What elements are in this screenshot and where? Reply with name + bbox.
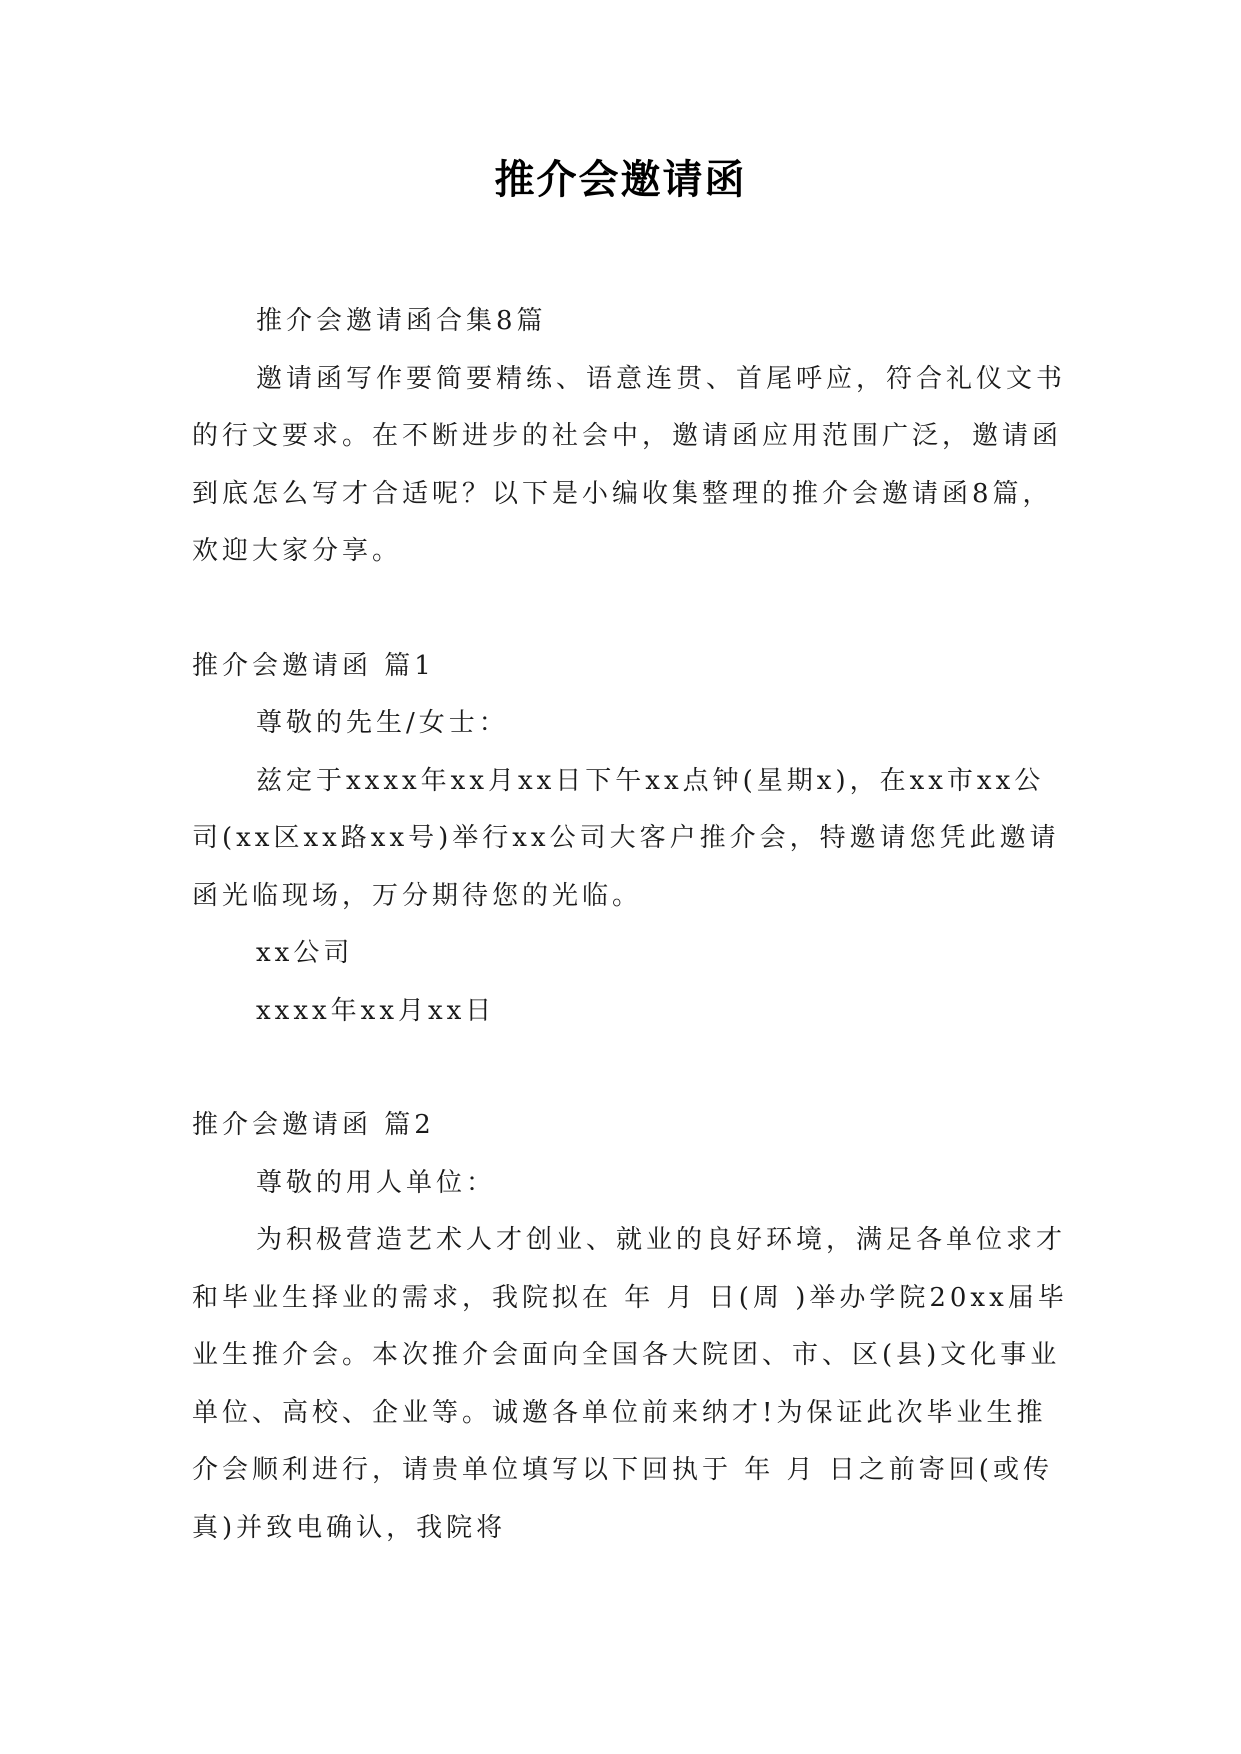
intro-paragraph: 邀请函写作要简要精练、语意连贯、首尾呼应，符合礼仪文书的行文要求。在不断进步的社会中，邀请函应用范围广泛，邀请函到底怎么写才合适呢？以下是小编收集整理的推介会邀请函8篇，欢迎大家分享。 [192,363,1067,566]
section1-salutation: 尊敬的先生/女士： [256,708,509,738]
section1-signature: xx公司 [256,938,354,968]
document-title: 推介会邀请函 [494,156,747,203]
section2-salutation: 尊敬的用人单位： [256,1167,497,1198]
section1-heading: 推介会邀请函 篇1 [192,650,435,681]
section2-body: 为积极营造艺术人才创业、就业的良好环境，满足各单位求才和毕业生择业的需求，我院拟在 年 月 日(周 )举办学院20xx届毕业生推介会。本次推介会面向全国各大院团、市、区(县)文化事业单位、高校、企业等。诚邀各单位前来纳才!为保证此次毕业生推介会顺利进行，请贵单位填写以下回执于 年 月 日之前寄回(或传真)并致电确认，我院将 [192,1225,1068,1543]
section1-date: xxxx年xx月xx日 [256,995,496,1026]
intro-subtitle: 推介会邀请函合集8篇 [256,306,547,336]
section2-heading: 推介会邀请函 篇2 [192,1110,435,1140]
section1-body: 兹定于xxxx年xx月xx日下午xx点钟(星期x)，在xx市xx公司(xx区xx路xx号)举行xx公司大客户推介会，特邀请您凭此邀请函光临现场，万分期待您的光临。 [192,765,1060,911]
section-spacer [192,581,1072,638]
section-spacer [192,1040,1072,1097]
document-body [192,293,1072,1557]
